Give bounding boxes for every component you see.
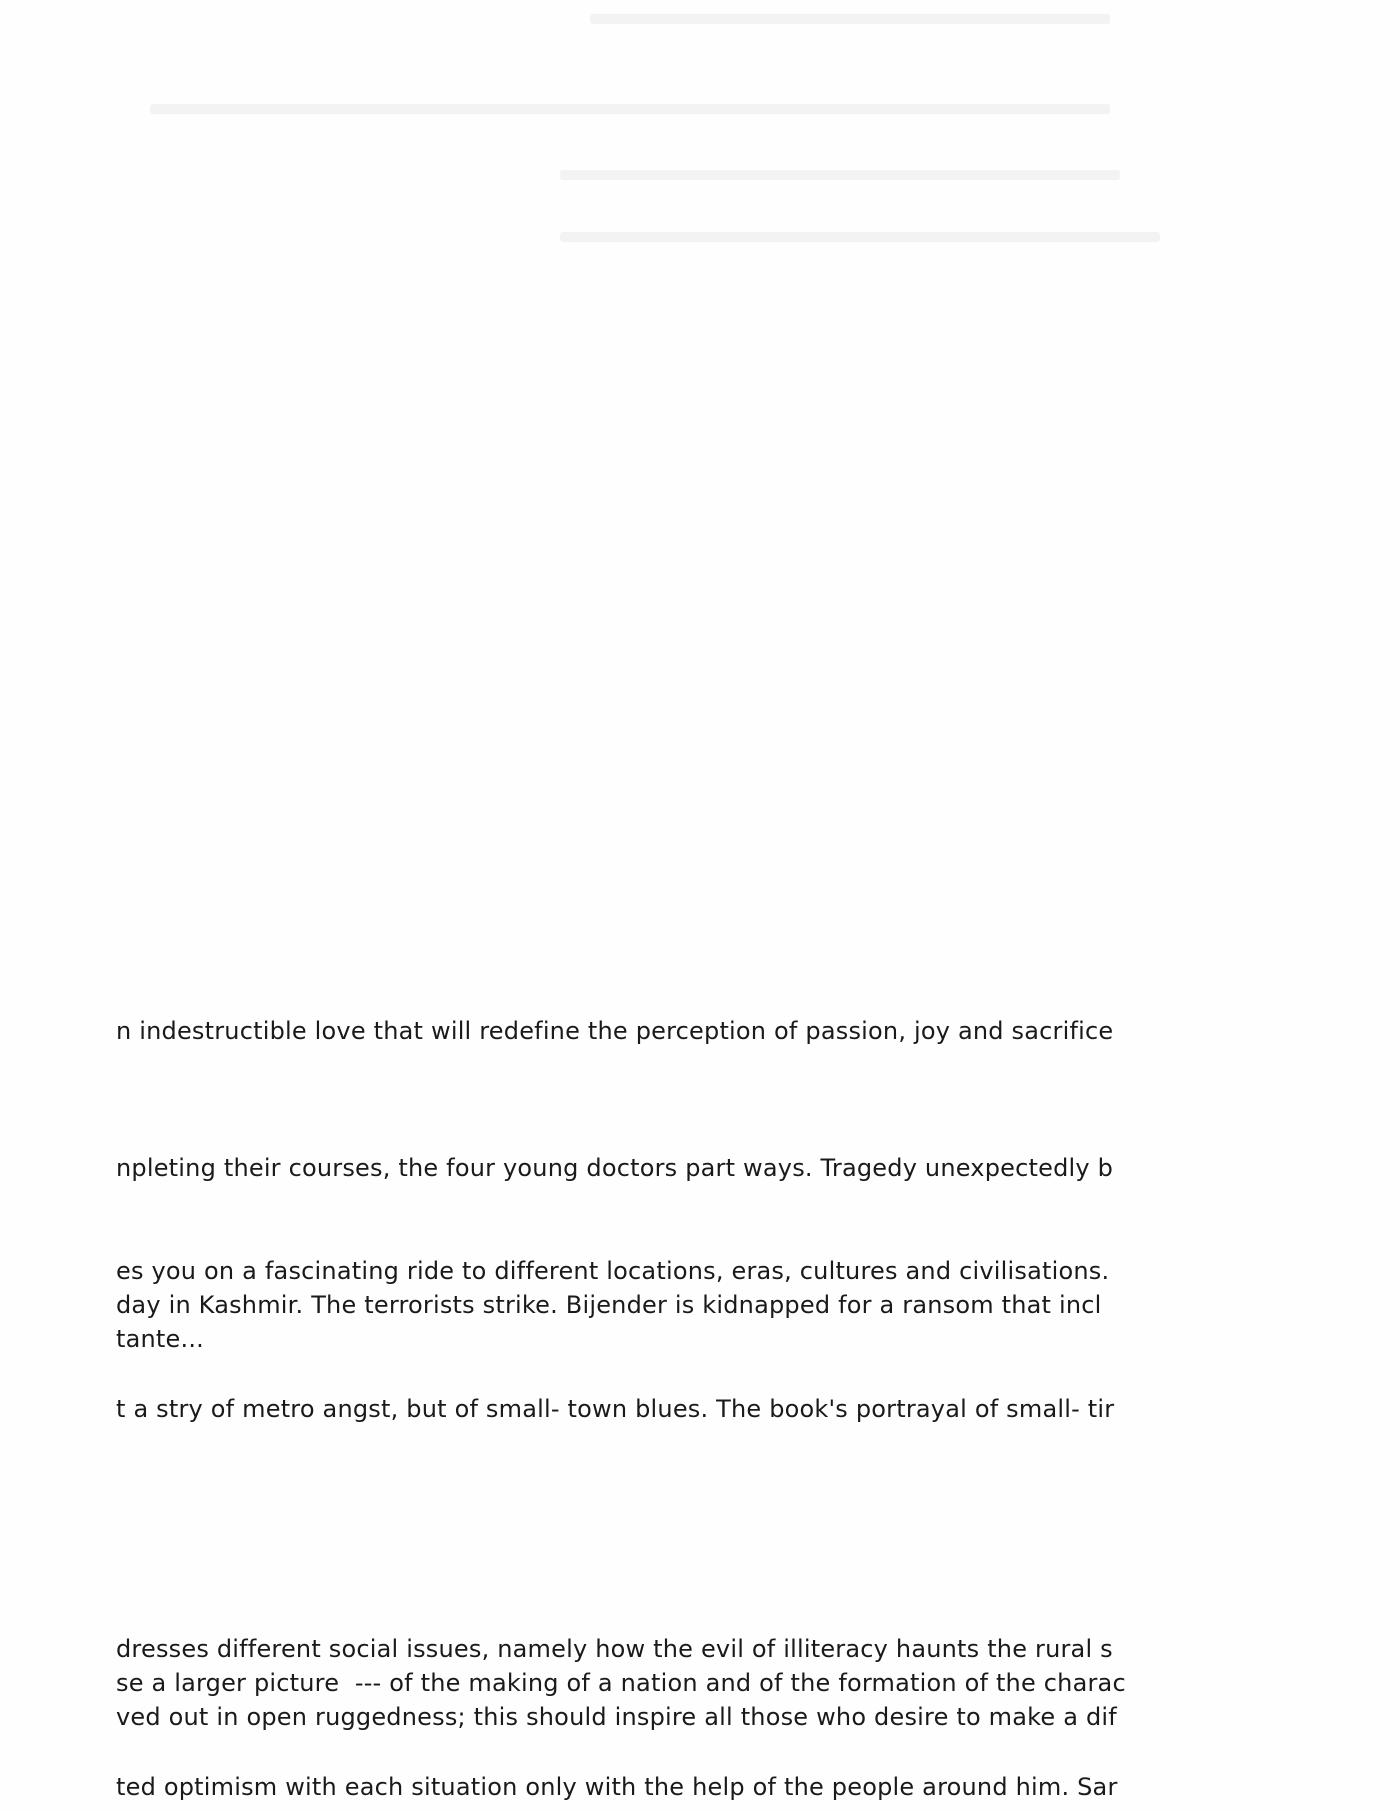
text-line: npleting their courses, the four young doctors part ways. Tragedy unexpectedly b <box>116 1154 1114 1182</box>
text-line: day in Kashmir. The terrorists strike. Bijender is kidnapped for a ransom that incl <box>116 1291 1102 1319</box>
text-line: dresses different social issues, namely how the evil of illiteracy haunts the rural s <box>116 1635 1113 1663</box>
bleed-through-mark <box>150 104 1110 114</box>
text-block-2 <box>116 1151 1140 1185</box>
text-block-1 <box>116 1014 1140 1048</box>
text-line: ted optimism with each situation only with the help of the people around him. Sar <box>116 1773 1118 1801</box>
bleed-through-mark <box>560 232 1160 242</box>
text-block-5 <box>116 1632 1140 1734</box>
text-line: t a stry of metro angst, but of small- town blues. The book's portrayal of small- tir <box>116 1395 1115 1423</box>
bleed-through-mark <box>560 170 1120 180</box>
text-block-3 <box>116 1254 1140 1356</box>
text-line: tante... <box>116 1325 204 1353</box>
text-line: n indestructible love that will redefine the perception of passion, joy and sacrifice <box>116 1017 1114 1045</box>
text-block-6 <box>116 1770 1140 1804</box>
text-block-4 <box>116 1392 1140 1426</box>
text-line: ved out in open ruggedness; this should inspire all those who desire to make a dif <box>116 1703 1117 1731</box>
text-line: se a larger picture --- of the making of a nation and of the formation of the charac <box>116 1669 1126 1697</box>
text-line: es you on a fascinating ride to different locations, eras, cultures and civilisations. <box>116 1257 1110 1285</box>
bleed-through-mark <box>590 14 1110 24</box>
